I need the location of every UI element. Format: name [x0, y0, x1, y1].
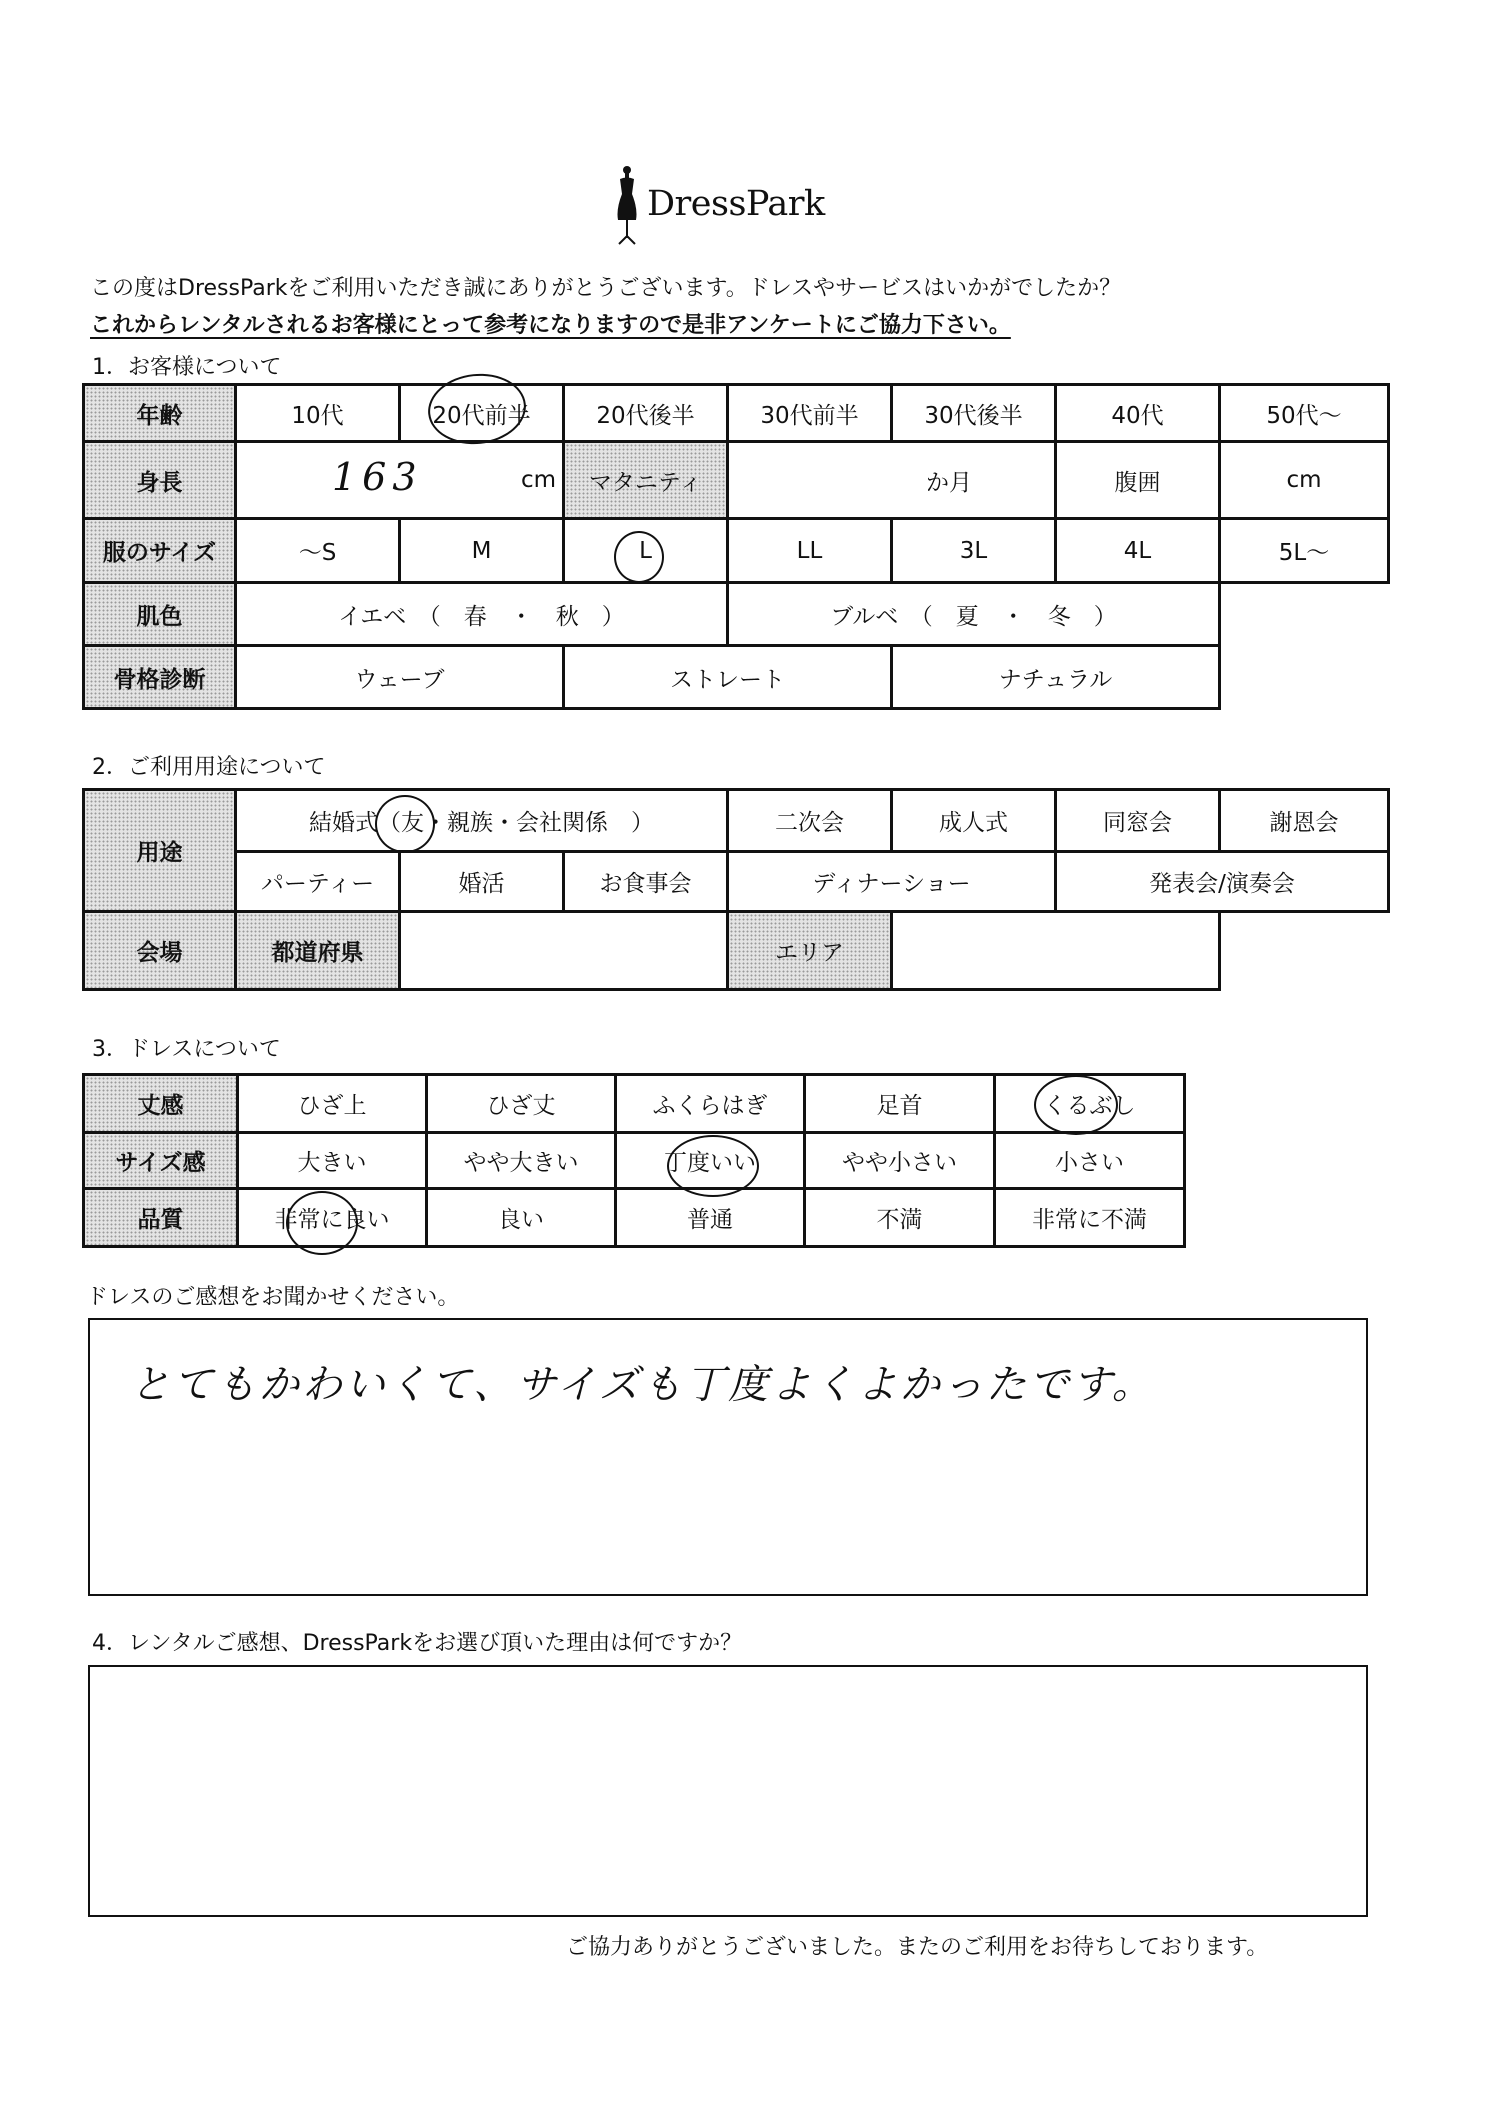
size-option-ll[interactable]: LL: [728, 519, 892, 583]
age-option-50s-plus[interactable]: 50代～: [1220, 385, 1389, 442]
wedding-friend[interactable]: 友: [401, 810, 424, 836]
purpose-option-dinner-show[interactable]: ディナーショー: [728, 852, 1056, 912]
quality-option-very-good[interactable]: 非常に良い: [238, 1189, 427, 1247]
section3-title: 3．ドレスについて: [92, 1037, 281, 1062]
age-option-40s[interactable]: 40代: [1056, 385, 1220, 442]
height-value: 163: [332, 455, 423, 499]
intro-line-1: この度はDressParkをご利用いただき誠にありがとうございます。ドレスやサービスはいかがでしたか？: [90, 276, 1122, 301]
comment-prompt: ドレスのご感想をお聞かせください。: [86, 1285, 460, 1310]
quality-label: 品質: [84, 1189, 238, 1247]
size-option-s[interactable]: ～S: [236, 519, 400, 583]
area-label: エリア: [728, 912, 892, 990]
length-option-knee[interactable]: ひざ丈: [427, 1075, 616, 1133]
purpose-table: [82, 788, 1390, 991]
purpose-option-reunion[interactable]: 同窓会: [1056, 790, 1220, 852]
quality-option-very-poor[interactable]: 非常に不満: [995, 1189, 1185, 1247]
selection-circle-quality: [286, 1191, 358, 1255]
fit-option-just-right[interactable]: 丁度いい: [616, 1133, 805, 1189]
selection-circle-wedding-friend: [375, 795, 435, 853]
venue-label: 会場: [84, 912, 236, 990]
age-option-10s[interactable]: 10代: [236, 385, 400, 442]
purpose-option-coming-of-age[interactable]: 成人式: [892, 790, 1056, 852]
age-option-late-30s[interactable]: 30代後半: [892, 385, 1056, 442]
dress-comment-text: とてもかわいくて、サイズも丁度よくよかったです。: [130, 1362, 1155, 1408]
quality-option-poor[interactable]: 不満: [805, 1189, 995, 1247]
prefecture-label: 都道府県: [236, 912, 400, 990]
selection-circle-fit: [667, 1135, 759, 1197]
size-option-4l[interactable]: 4L: [1056, 519, 1220, 583]
skin-label: 肌色: [84, 583, 236, 646]
purpose-option-dinner-party[interactable]: お食事会: [564, 852, 728, 912]
fit-label: サイズ感: [84, 1133, 238, 1189]
length-option-above-knee[interactable]: ひざ上: [238, 1075, 427, 1133]
age-option-late-20s[interactable]: 20代後半: [564, 385, 728, 442]
age-option-early-20s[interactable]: 20代前半: [400, 385, 564, 442]
age-option-early-30s[interactable]: 30代前半: [728, 385, 892, 442]
maternity-months-field[interactable]: [728, 442, 1056, 519]
selection-circle-size: [614, 531, 664, 583]
length-option-calf[interactable]: ふくらはぎ: [616, 1075, 805, 1133]
length-option-anklebone[interactable]: くるぶし: [995, 1075, 1185, 1133]
size-option-m[interactable]: M: [400, 519, 564, 583]
fit-option-slightly-small[interactable]: やや小さい: [805, 1133, 995, 1189]
skin-option-blue[interactable]: ブルベ （ 夏 ・ 冬 ）: [728, 583, 1220, 646]
size-label: 服のサイズ: [84, 519, 236, 583]
length-label: 丈感: [84, 1075, 238, 1133]
section1-title: 1．お客様について: [92, 355, 282, 380]
age-label: 年齢: [84, 385, 236, 442]
purpose-option-konkatsu[interactable]: 婚活: [400, 852, 564, 912]
frame-label: 骨格診断: [84, 646, 236, 709]
waist-unit: cm: [1286, 467, 1322, 493]
size-option-l[interactable]: L: [564, 519, 728, 583]
prefecture-field[interactable]: [400, 912, 728, 990]
quality-option-good[interactable]: 良い: [427, 1189, 616, 1247]
area-field[interactable]: [892, 912, 1220, 990]
wedding-prefix: 結婚式（: [309, 810, 401, 836]
purpose-option-after-party[interactable]: 二次会: [728, 790, 892, 852]
skin-option-yellow[interactable]: イエベ （ 春 ・ 秋 ）: [236, 583, 728, 646]
size-option-5l-plus[interactable]: 5L～: [1220, 519, 1389, 583]
purpose-label: 用途: [84, 790, 236, 912]
customer-table: [82, 383, 1390, 710]
fit-option-small[interactable]: 小さい: [995, 1133, 1185, 1189]
dress-form-logo-icon: [614, 164, 640, 246]
maternity-months-unit: か月: [926, 469, 972, 496]
frame-option-straight[interactable]: ストレート: [564, 646, 892, 709]
length-option-ankle[interactable]: 足首: [805, 1075, 995, 1133]
frame-option-wave[interactable]: ウェーブ: [236, 646, 564, 709]
dress-table: [82, 1073, 1186, 1248]
frame-option-natural[interactable]: ナチュラル: [892, 646, 1220, 709]
purpose-option-thank-you-party[interactable]: 謝恩会: [1220, 790, 1389, 852]
purpose-option-recital[interactable]: 発表会/演奏会: [1056, 852, 1389, 912]
reason-answer-box[interactable]: [88, 1665, 1368, 1917]
waist-field[interactable]: [1220, 442, 1389, 519]
section4-title: 4．レンタルご感想、DressParkをお選び頂いた理由は何ですか？: [92, 1631, 743, 1656]
section2-title: 2．ご利用用途について: [92, 755, 326, 780]
size-option-3l[interactable]: 3L: [892, 519, 1056, 583]
purpose-option-wedding[interactable]: [236, 790, 728, 852]
intro-line-2: これからレンタルされるお客様にとって参考になりますので是非アンケートにご協力下さい。: [90, 313, 1011, 338]
wedding-rest: ・親族・会社関係 ）: [424, 810, 654, 836]
height-unit: cm: [520, 467, 556, 493]
fit-option-slightly-large[interactable]: やや大きい: [427, 1133, 616, 1189]
footer-thanks: ご協力ありがとうございました。またのご利用をお待ちしております。: [566, 1935, 1269, 1960]
selection-circle-length: [1034, 1075, 1118, 1135]
maternity-label: マタニティ: [564, 442, 728, 519]
fit-option-large[interactable]: 大きい: [238, 1133, 427, 1189]
height-label: 身長: [84, 442, 236, 519]
height-field[interactable]: [236, 442, 564, 519]
brand-name: DressPark: [647, 184, 825, 224]
purpose-option-party[interactable]: パーティー: [236, 852, 400, 912]
quality-option-average[interactable]: 普通: [616, 1189, 805, 1247]
waist-label: 腹囲: [1056, 442, 1220, 519]
